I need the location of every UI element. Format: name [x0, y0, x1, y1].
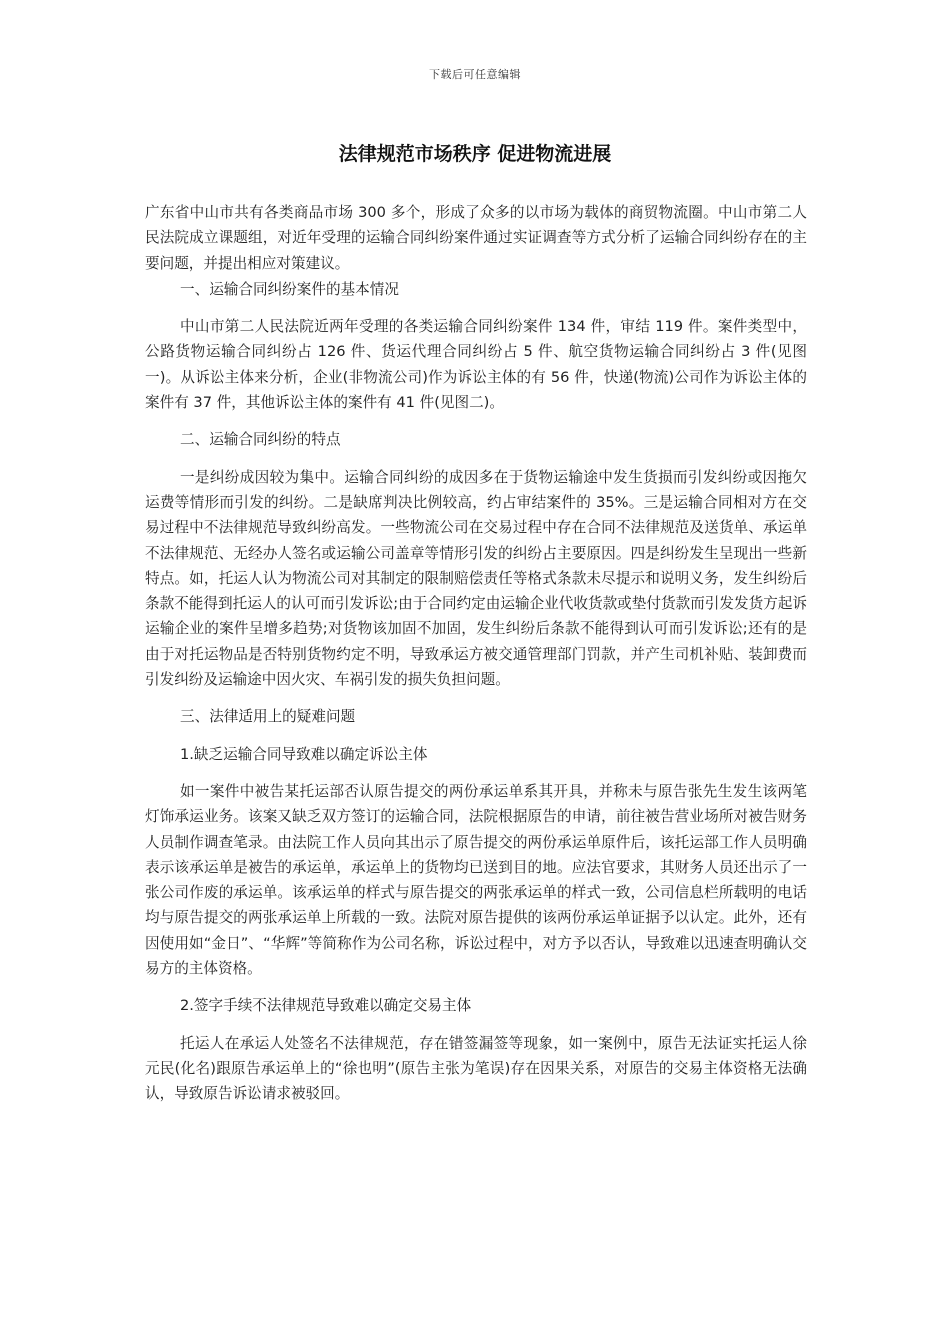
section-2-paragraph: 一是纠纷成因较为集中。运输合同纠纷的成因多在于货物运输途中发生货损而引发纠纷或因拖欠运费等情形而引发的纠纷。二是缺席判决比例较高，约占审结案件的 35%。三是运输合同相对方在交易过程中不法律规范导致纠纷高发。一些物流公司在交易过程中存在合同不法律规范及送货单、承运单不法律规范、无经办人签名或运输公司盖章等情形引发的纠纷占主要原因。四是纠纷发生呈现出一些新特点。如，托运人认为物流公司对其制定的限制赔偿责任等格式条款未尽提示和说明义务，发生纠纷后条款不能得到托运人的认可而引发诉讼;由于合同约定由运输企业代收货款或垫付货款而引发发货方起诉运输企业的案件呈增多趋势;对货物该加固不加固，发生纠纷后条款不能得到认可而引发诉讼;还有的是由于对托运物品是否特别货物约定不明，导致承运方被交通管理部门罚款，并产生司机补贴、装卸费而引发纠纷及运输途中因火灾、车祸引发的损失负担问题。	[145, 468, 807, 689]
document-body	[145, 200, 807, 1107]
section-heading-2: 二、运输合同纠纷的特点	[180, 431, 341, 449]
section-heading-1: 一、运输合同纠纷案件的基本情况	[180, 280, 399, 298]
subsection-heading-3-2: 2.签字手续不法律规范导致难以确定交易主体	[180, 997, 472, 1015]
subsection-3-1-paragraph: 如一案件中被告某托运部否认原告提交的两份承运单系其开具，并称未与原告张先生发生该两笔灯饰承运业务。该案又缺乏双方签订的运输合同，法院根据原告的申请，前往被告营业场所对被告财务人员制作调查笔录。由法院工作人员向其出示了原告提交的两份承运单原件后，该托运部工作人员明确表示该承运单是被告的承运单，承运单上的货物均已送到目的地。应法官要求，其财务人员还出示了一张公司作废的承运单。该承运单的样式与原告提交的两张承运单的样式一致，公司信息栏所载明的电话均与原告提交的两张承运单上所载的一致。法院对原告提供的该两份承运单证据予以认定。此外，还有因使用如“金日”、“华辉”等简称作为公司名称，诉讼过程中，对方予以否认，导致难以迅速查明确认交易方的主体资格。	[145, 782, 807, 978]
section-heading-3: 三、法律适用上的疑难问题	[180, 708, 356, 726]
section-1-paragraph: 中山市第二人民法院近两年受理的各类运输合同纠纷案件 134 件，审结 119 件。案件类型中，公路货物运输合同纠纷占 126 件、货运代理合同纠纷占 5 件、航空货物运输合同纠纷占 3 件(见图一)。从诉讼主体来分析，企业(非物流公司)作为诉讼主体的有 56 件，快递(物流)公司作为诉讼主体的案件有 37 件，其他诉讼主体的案件有 41 件(见图二)。	[145, 318, 807, 412]
intro-paragraph: 广东省中山市共有各类商品市场 300 多个，形成了众多的以市场为载体的商贸物流圈。中山市第二人民法院成立课题组，对近年受理的运输合同纠纷案件通过实证调查等方式分析了运输合同纠纷存在的主要问题，并提出相应对策建议。	[145, 204, 807, 272]
document-title: 法律规范市场秩序 促进物流进展	[338, 143, 612, 165]
subsection-3-2-paragraph: 托运人在承运人处签名不法律规范，存在错签漏签等现象，如一案例中，原告无法证实托运人徐元民(化名)跟原告承运单上的“徐也明”(原告主张为笔误)存在因果关系，对原告的交易主体资格无法确认，导致原告诉讼请求被驳回。	[145, 1034, 807, 1103]
header-note: 下载后可任意编辑	[429, 68, 521, 81]
subsection-heading-3-1: 1.缺乏运输合同导致难以确定诉讼主体	[180, 745, 428, 763]
